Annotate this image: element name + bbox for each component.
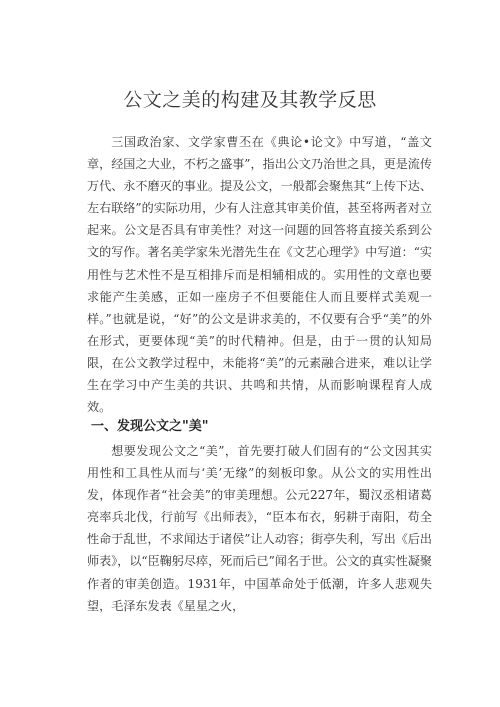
section-heading: 一、发现公文之"美" (91, 419, 209, 434)
intro-paragraph: 三国政治家、文学家曹丕在《典论•论文》中写道，“盖文章，经国之大业，不朽之盛事”，指出公文乃治世之具，更是流传万代、永不磨灭的事业。提及公文，一般都会聚焦其“上传下达、左右联络”的实际功用，少有人注意其审美价值，甚至将两者对立起来。公文是否具有审美性？对这一问题的回答将直接关系到公文的写作。著名美学家朱光潜先生在《文艺心理学》中写道：“实用性与艺术性不是互相排斥而是相辅相成的。实用性的文章也要求能产生美感，正如一座房子不但要能住人而且要样式美观一样。”也就是说，“好”的公文是讲求美的，不仅要有合乎“美”的外在形式，更要体现“美”的时代精神。但是，由于一贯的认知局限，在公文教学过程中，未能将“美”的元素融合进来，难以让学生在学习中产生美的共识、共鸣和共情，从而影响课程育人成效。 (87, 135, 432, 415)
intro-section (87, 131, 432, 418)
section-paragraph: 想要发现公文之“美”，首先要打破人们固有的“公文因其实用性和工具性从而与‘美’无缘”的刻板印象。从公文的实用性出发，体现作者“社会美”的审美理想。公元227年，蜀汉丞相诸葛亮率兵北伐，行前写《出师表》，“臣本布衣，躬耕于南阳，苟全性命于乱世，不求闻达于诸侯”让人动容；街亭失利，写出《后出师表》，以“臣鞠躬尽瘁，死而后已”闻名于世。公文的真实性凝聚作者的审美创造。1931年，中国革命处于低潮，许多人悲观失望，毛泽东发表《星星之火， (87, 444, 432, 613)
document-title: 公文之美的构建及其教学反思 (123, 89, 377, 111)
body-section (87, 440, 432, 617)
